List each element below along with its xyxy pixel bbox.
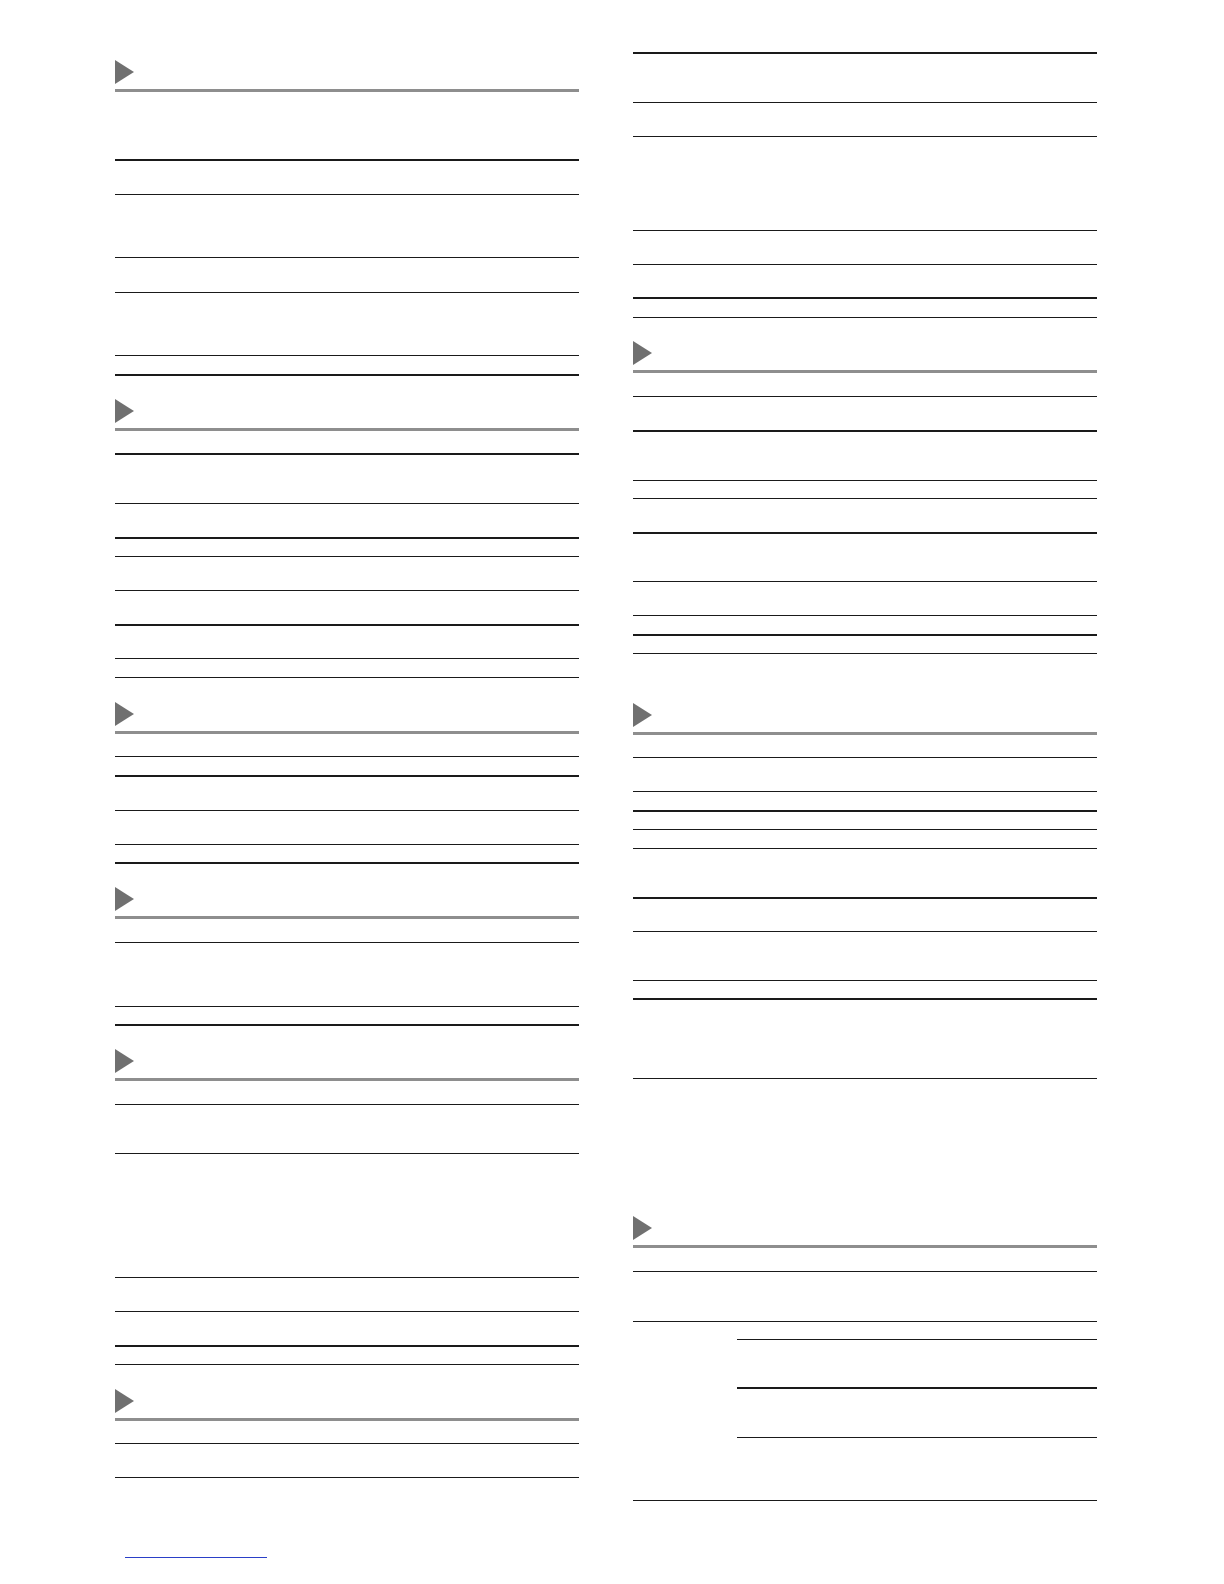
section-underline (115, 1078, 579, 1081)
section-underline (115, 89, 579, 92)
triangle-bullet-icon (115, 60, 134, 84)
section-header (115, 1049, 579, 1083)
table-row-rule (633, 230, 1097, 231)
triangle-bullet-icon (633, 703, 652, 727)
table-row-rule (633, 102, 1097, 103)
triangle-bullet-icon (633, 341, 652, 365)
table-row-rule (115, 844, 579, 845)
table-row-rule (115, 257, 579, 258)
table-row-rule (633, 498, 1097, 499)
section-header (115, 60, 579, 94)
section-underline (633, 370, 1097, 373)
table-row-rule (115, 503, 579, 504)
table-row-rule (633, 615, 1097, 616)
table-top-rule (633, 396, 1097, 397)
section-header (115, 887, 579, 921)
section-header (115, 399, 579, 433)
table-bottom-rule (633, 1500, 1097, 1501)
table-top-rule (115, 1104, 579, 1105)
table-row-rule (115, 624, 579, 626)
table-top-rule (115, 756, 579, 757)
section-header (115, 702, 579, 736)
table-top-rule (633, 52, 1097, 54)
triangle-bullet-icon (115, 1049, 134, 1073)
table-row-rule (115, 810, 579, 811)
section-underline (115, 1418, 579, 1421)
table-bottom-rule (115, 374, 579, 376)
table-row-rule (115, 775, 579, 777)
table-row-rule (115, 556, 579, 557)
right-column (633, 0, 1097, 1584)
table-row-rule (633, 980, 1097, 981)
table-row-rule (633, 581, 1097, 582)
table-row-rule (115, 1345, 579, 1347)
table-bottom-rule (115, 1364, 579, 1365)
table-row-rule (115, 1277, 579, 1278)
table-row-rule (115, 1153, 579, 1154)
table-row-rule (115, 658, 579, 659)
table-bottom-rule (115, 1024, 579, 1026)
table-row-rule (115, 292, 579, 293)
triangle-bullet-icon (115, 1389, 134, 1413)
section-header (633, 1216, 1097, 1250)
table-row-rule (633, 810, 1097, 812)
table-row-rule (633, 264, 1097, 265)
table-row-rule (633, 848, 1097, 849)
section-header (115, 1389, 579, 1423)
table-row-rule (115, 537, 579, 539)
table-row-rule (115, 1006, 579, 1007)
table-bottom-rule (115, 1477, 579, 1478)
table-subrow-rule (737, 1437, 1097, 1438)
section-header (633, 703, 1097, 737)
table-row-rule (633, 480, 1097, 481)
table-top-rule (115, 942, 579, 943)
triangle-bullet-icon (115, 702, 134, 726)
table-bottom-rule (115, 862, 579, 864)
section-underline (115, 916, 579, 919)
table-row-rule (633, 998, 1097, 1000)
section-underline (115, 428, 579, 431)
table-row-rule (633, 532, 1097, 534)
table-top-rule (633, 757, 1097, 758)
triangle-bullet-icon (115, 887, 134, 911)
table-row-rule (633, 897, 1097, 899)
table-row-rule (633, 1321, 1097, 1322)
table-row-rule (633, 931, 1097, 932)
table-row-rule (115, 194, 579, 195)
left-column (115, 0, 579, 1584)
table-top-rule (633, 1271, 1097, 1272)
section-underline (633, 732, 1097, 735)
table-row-rule (633, 136, 1097, 137)
table-top-rule (115, 453, 579, 455)
table-row-rule (633, 634, 1097, 636)
table-row-rule (633, 297, 1097, 299)
footer-link[interactable] (125, 1557, 267, 1558)
table-row-rule (115, 1311, 579, 1312)
table-row-rule (115, 590, 579, 591)
section-underline (633, 1245, 1097, 1248)
table-row-rule (115, 355, 579, 356)
section-header (633, 341, 1097, 375)
table-bottom-rule (633, 653, 1097, 654)
table-top-rule (115, 1443, 579, 1444)
table-bottom-rule (633, 317, 1097, 318)
table-row-rule (633, 791, 1097, 792)
triangle-bullet-icon (115, 399, 134, 423)
table-row-rule (633, 430, 1097, 432)
table-subrow-rule (737, 1339, 1097, 1340)
table-row-rule (633, 829, 1097, 830)
table-subrow-rule (737, 1387, 1097, 1389)
table-top-rule (115, 159, 579, 161)
table-bottom-rule (633, 1078, 1097, 1079)
table-bottom-rule (115, 677, 579, 678)
section-underline (115, 731, 579, 734)
triangle-bullet-icon (633, 1216, 652, 1240)
